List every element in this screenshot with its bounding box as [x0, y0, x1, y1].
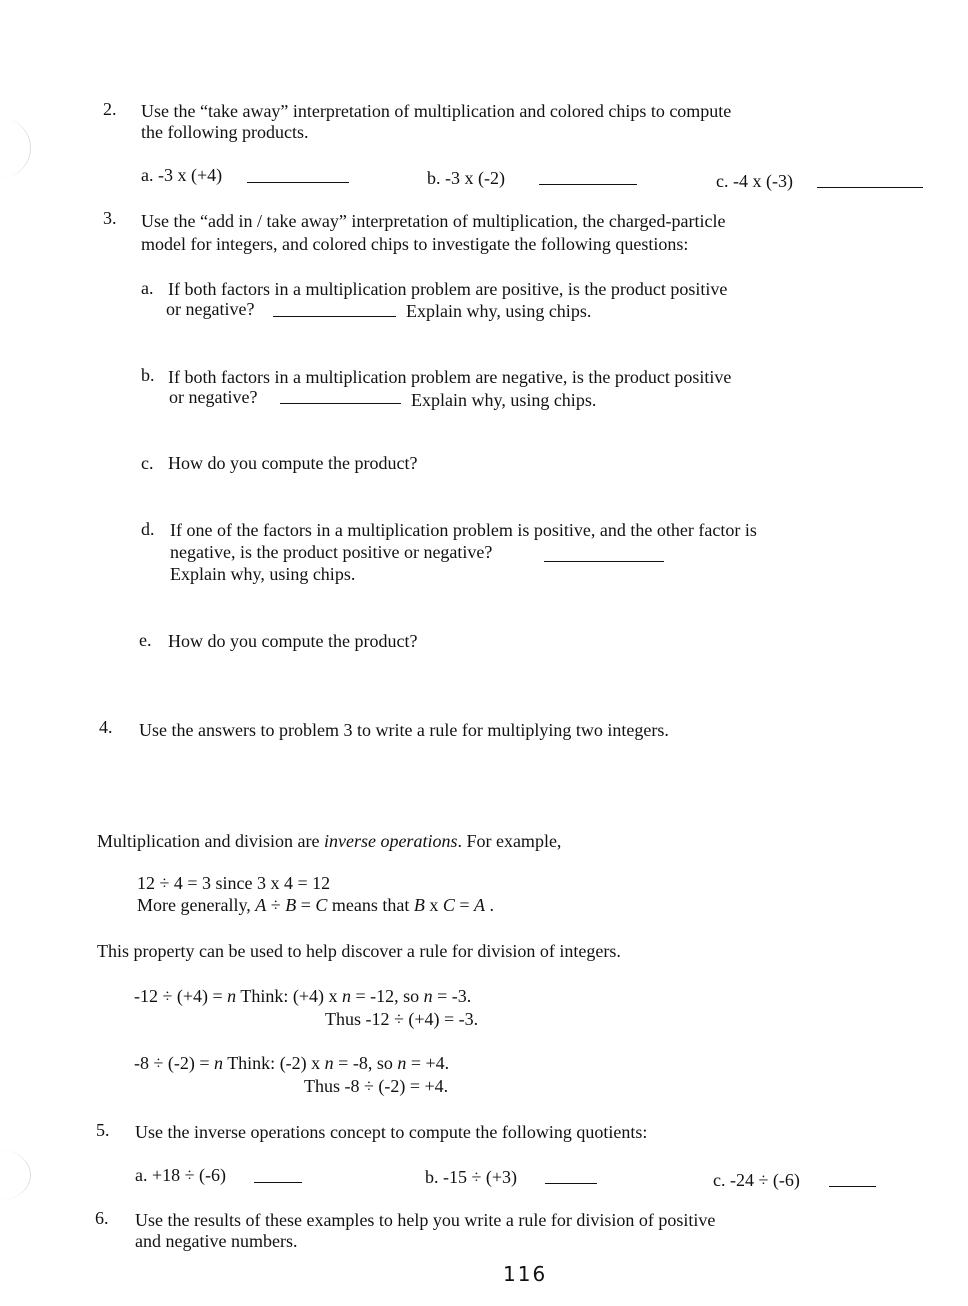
problem-2c — [716, 170, 793, 192]
general-text: x — [424, 895, 443, 915]
item-label: c. — [716, 171, 729, 191]
item-expression: -3 x (-2) — [445, 168, 505, 188]
example-text: = +4. — [406, 1053, 450, 1073]
problem-3d-line1: If one of the factors in a multiplication problem is positive, and the other factor is — [170, 520, 757, 540]
scan-margin-mark — [0, 1150, 31, 1200]
inverse-intro-italic: inverse operations — [323, 831, 458, 851]
problem-6-line2: and negative numbers. — [135, 1231, 298, 1251]
answer-blank-3b[interactable] — [280, 389, 401, 404]
variable-b: B — [285, 895, 297, 915]
problem-5-number: 5. — [96, 1120, 110, 1140]
inverse-property: This property can be used to help discover a rule for division of integers. — [97, 941, 621, 961]
variable-a: A — [474, 895, 486, 915]
problem-2a — [141, 164, 222, 186]
problem-2-line2: the following products. — [141, 122, 309, 142]
problem-6-number: 6. — [95, 1208, 109, 1228]
item-expression: -15 ÷ (+3) — [443, 1167, 518, 1187]
problem-5c — [713, 1169, 800, 1191]
problem-3b-explain: Explain why, using chips. — [411, 390, 597, 410]
problem-3c-label: c. — [141, 453, 154, 473]
division-example-2 — [134, 1052, 449, 1074]
problem-3e-text: How do you compute the product? — [168, 631, 418, 651]
item-label: a. — [135, 1165, 148, 1185]
problem-3b-line1: If both factors in a multiplication problem are negative, is the product positive — [168, 367, 732, 387]
general-text: means that — [327, 895, 414, 915]
inverse-intro-text: . For example, — [457, 831, 562, 851]
problem-3b-line2: or negative? — [169, 387, 258, 407]
problem-3a-label: a. — [141, 278, 154, 298]
inverse-intro — [97, 830, 561, 852]
answer-blank-5c[interactable] — [829, 1172, 876, 1187]
problem-3a-explain: Explain why, using chips. — [406, 301, 592, 321]
inverse-intro-text: Multiplication and division are — [97, 831, 324, 851]
answer-blank-3d[interactable] — [544, 547, 664, 562]
item-expression: -24 ÷ (-6) — [730, 1170, 800, 1190]
problem-3a-line2: or negative? — [166, 299, 255, 319]
item-expression: +18 ÷ (-6) — [152, 1165, 227, 1185]
item-expression: -4 x (-3) — [733, 171, 793, 191]
example-text: Think: (+4) x — [236, 986, 342, 1006]
variable-n: n — [214, 1053, 224, 1073]
answer-blank-2a[interactable] — [247, 168, 349, 183]
variable-n: n — [397, 1053, 407, 1073]
problem-5a — [135, 1164, 226, 1186]
example-text: = -8, so — [333, 1053, 398, 1073]
inverse-example-1: 12 ÷ 4 = 3 since 3 x 4 = 12 — [137, 873, 331, 893]
problem-3-line1: Use the “add in / take away” interpretation of multiplication, the charged-particle — [141, 211, 726, 231]
division-example-1-thus: Thus -12 ÷ (+4) = -3. — [325, 1009, 479, 1029]
variable-c: C — [442, 895, 455, 915]
variable-b: B — [413, 895, 425, 915]
problem-6-line1: Use the results of these examples to help you write a rule for division of positive — [135, 1210, 716, 1230]
answer-blank-5a[interactable] — [254, 1168, 302, 1183]
item-label: a. — [141, 165, 154, 185]
general-text: = — [296, 895, 316, 915]
example-text: -12 ÷ (+4) = — [134, 986, 228, 1006]
general-text: More generally, — [137, 895, 256, 915]
problem-3d-line3: Explain why, using chips. — [170, 564, 356, 584]
problem-3b-label: b. — [141, 365, 155, 385]
problem-3d-label: d. — [141, 519, 155, 539]
problem-3d-line2: negative, is the product positive or negative? — [170, 542, 493, 562]
answer-blank-3a[interactable] — [273, 302, 396, 317]
variable-n: n — [324, 1053, 334, 1073]
variable-n: n — [227, 986, 237, 1006]
example-text: = -12, so — [350, 986, 424, 1006]
problem-4-number: 4. — [99, 717, 113, 737]
variable-n: n — [341, 986, 351, 1006]
general-text: . — [485, 895, 495, 915]
example-text: -8 ÷ (-2) = — [134, 1053, 215, 1073]
general-text: ÷ — [266, 895, 286, 915]
example-text: Think: (-2) x — [223, 1053, 325, 1073]
problem-3e-label: e. — [139, 630, 152, 650]
problem-5b — [425, 1166, 517, 1188]
problem-2-number: 2. — [103, 99, 117, 119]
answer-blank-2b[interactable] — [539, 170, 637, 185]
item-expression: -3 x (+4) — [158, 165, 223, 185]
answer-blank-2c[interactable] — [817, 173, 923, 188]
problem-3a-line1: If both factors in a multiplication problem are positive, is the product positive — [168, 279, 728, 299]
item-label: b. — [425, 1167, 439, 1187]
item-label: c. — [713, 1170, 726, 1190]
example-text: = -3. — [432, 986, 472, 1006]
variable-a: A — [255, 895, 267, 915]
page-number: 116 — [503, 1262, 548, 1286]
problem-5-text: Use the inverse operations concept to compute the following quotients: — [135, 1122, 648, 1142]
problem-4-text: Use the answers to problem 3 to write a rule for multiplying two integers. — [139, 720, 669, 740]
inverse-general — [137, 894, 494, 916]
problem-2-line1: Use the “take away” interpretation of multiplication and colored chips to compute — [141, 101, 732, 121]
variable-c: C — [315, 895, 328, 915]
problem-3-number: 3. — [103, 208, 117, 228]
division-example-1 — [134, 985, 471, 1007]
scan-margin-mark — [0, 118, 31, 178]
general-text: = — [454, 895, 475, 915]
problem-2b — [427, 167, 505, 189]
item-label: b. — [427, 168, 441, 188]
problem-3-line2: model for integers, and colored chips to investigate the following questions: — [141, 234, 689, 254]
variable-n: n — [423, 986, 433, 1006]
answer-blank-5b[interactable] — [545, 1169, 597, 1184]
problem-3c-text: How do you compute the product? — [168, 453, 418, 473]
division-example-2-thus: Thus -8 ÷ (-2) = +4. — [304, 1076, 449, 1096]
